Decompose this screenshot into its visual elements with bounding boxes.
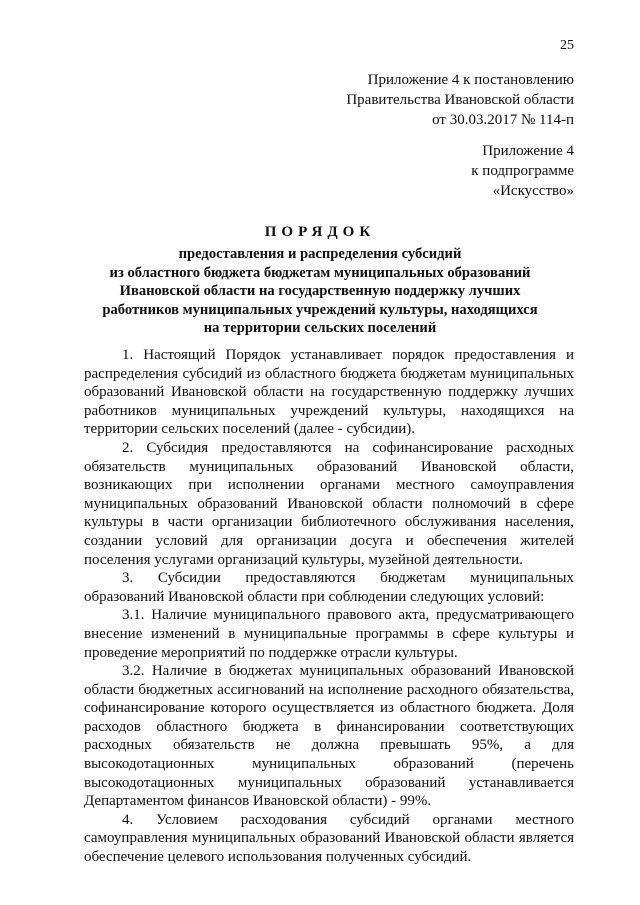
appendix-to-subprogram-header [471,141,574,201]
subtitle-line: предоставления и распределения субсидий [178,246,462,262]
subtitle-line: работников муниципальных учреждений культуры, находящихся [102,301,538,318]
paragraph-1: 1. Настоящий Порядок устанавливает порядок предоставления и распределения субсидий из областного бюджета бюджетам муниципальных образований Ивановской области на государственную поддержку лучших работников муниципальных учреждений культуры, находящихся на территории сельских поселений (далее - субсидии). [84,347,574,438]
paragraph-3: 3. Субсидии предоставляются бюджетам муниципальных образований Ивановской области при соблюдении следующих условий: [84,570,574,605]
subtitle-line: из областного бюджета бюджетам муниципальных образований [109,264,531,281]
header-line: Приложение 4 к постановлению [367,72,574,88]
paragraph-3-1: 3.1. Наличие муниципального правового акта, предусматривающего внесение изменений в муниципальные программы в сфере культуры и проведение мероприятий по поддержке отрасли культуры. [84,607,574,661]
document-title: ПОРЯДОК [264,224,376,240]
appendix-to-resolution-header [346,70,574,130]
document-body [84,346,574,867]
page-number: 25 [560,38,574,53]
subtitle-line: Ивановской области на государственную поддержку лучших [119,283,521,299]
paragraph-2: 2. Субсидия предоставляются на софинансирование расходных обязательств муниципальных образований Ивановской области, возникающих при исполнении органами местного самоуправления муниципальных образований Ивановской области полномочий в сфере культуры в части организации библиотечного обслуживания населения, создании условий для организации досуга и обеспечения жителей поселения услугами организаций культуры, музейной деятельности. [84,439,574,568]
header-line: Правительства Ивановской области [346,92,574,108]
header-line: от 30.03.2017 № 114-п [432,112,574,128]
paragraph-4: 4. Условием расходования субсидий органами местного самоуправления муниципальных образований Ивановской области является обеспечение целевого использования полученных субсидий. [84,811,574,866]
paragraph-3-2: 3.2. Наличие в бюджетах муниципальных образований Ивановской области бюджетных ассигнований на исполнение расходного обязательства, софинансирование которого осуществляется из областного бюджета. Доля расходов областного бюджета в финансировании соответствующих расходных обязательств не должна превышать 95%, а для высокодотационных муниципальных образований (перечень высокодотационных муниципальных образований устанавливается Департаментом финансов Ивановской области) - 99%. [84,663,574,810]
subtitle-line: на территории сельских поселений [203,320,437,336]
header-line: к подпрограмме [471,163,574,179]
header-line: Приложение 4 [482,143,574,159]
document-subtitle [90,245,550,338]
header-line: «Искусство» [492,183,574,199]
